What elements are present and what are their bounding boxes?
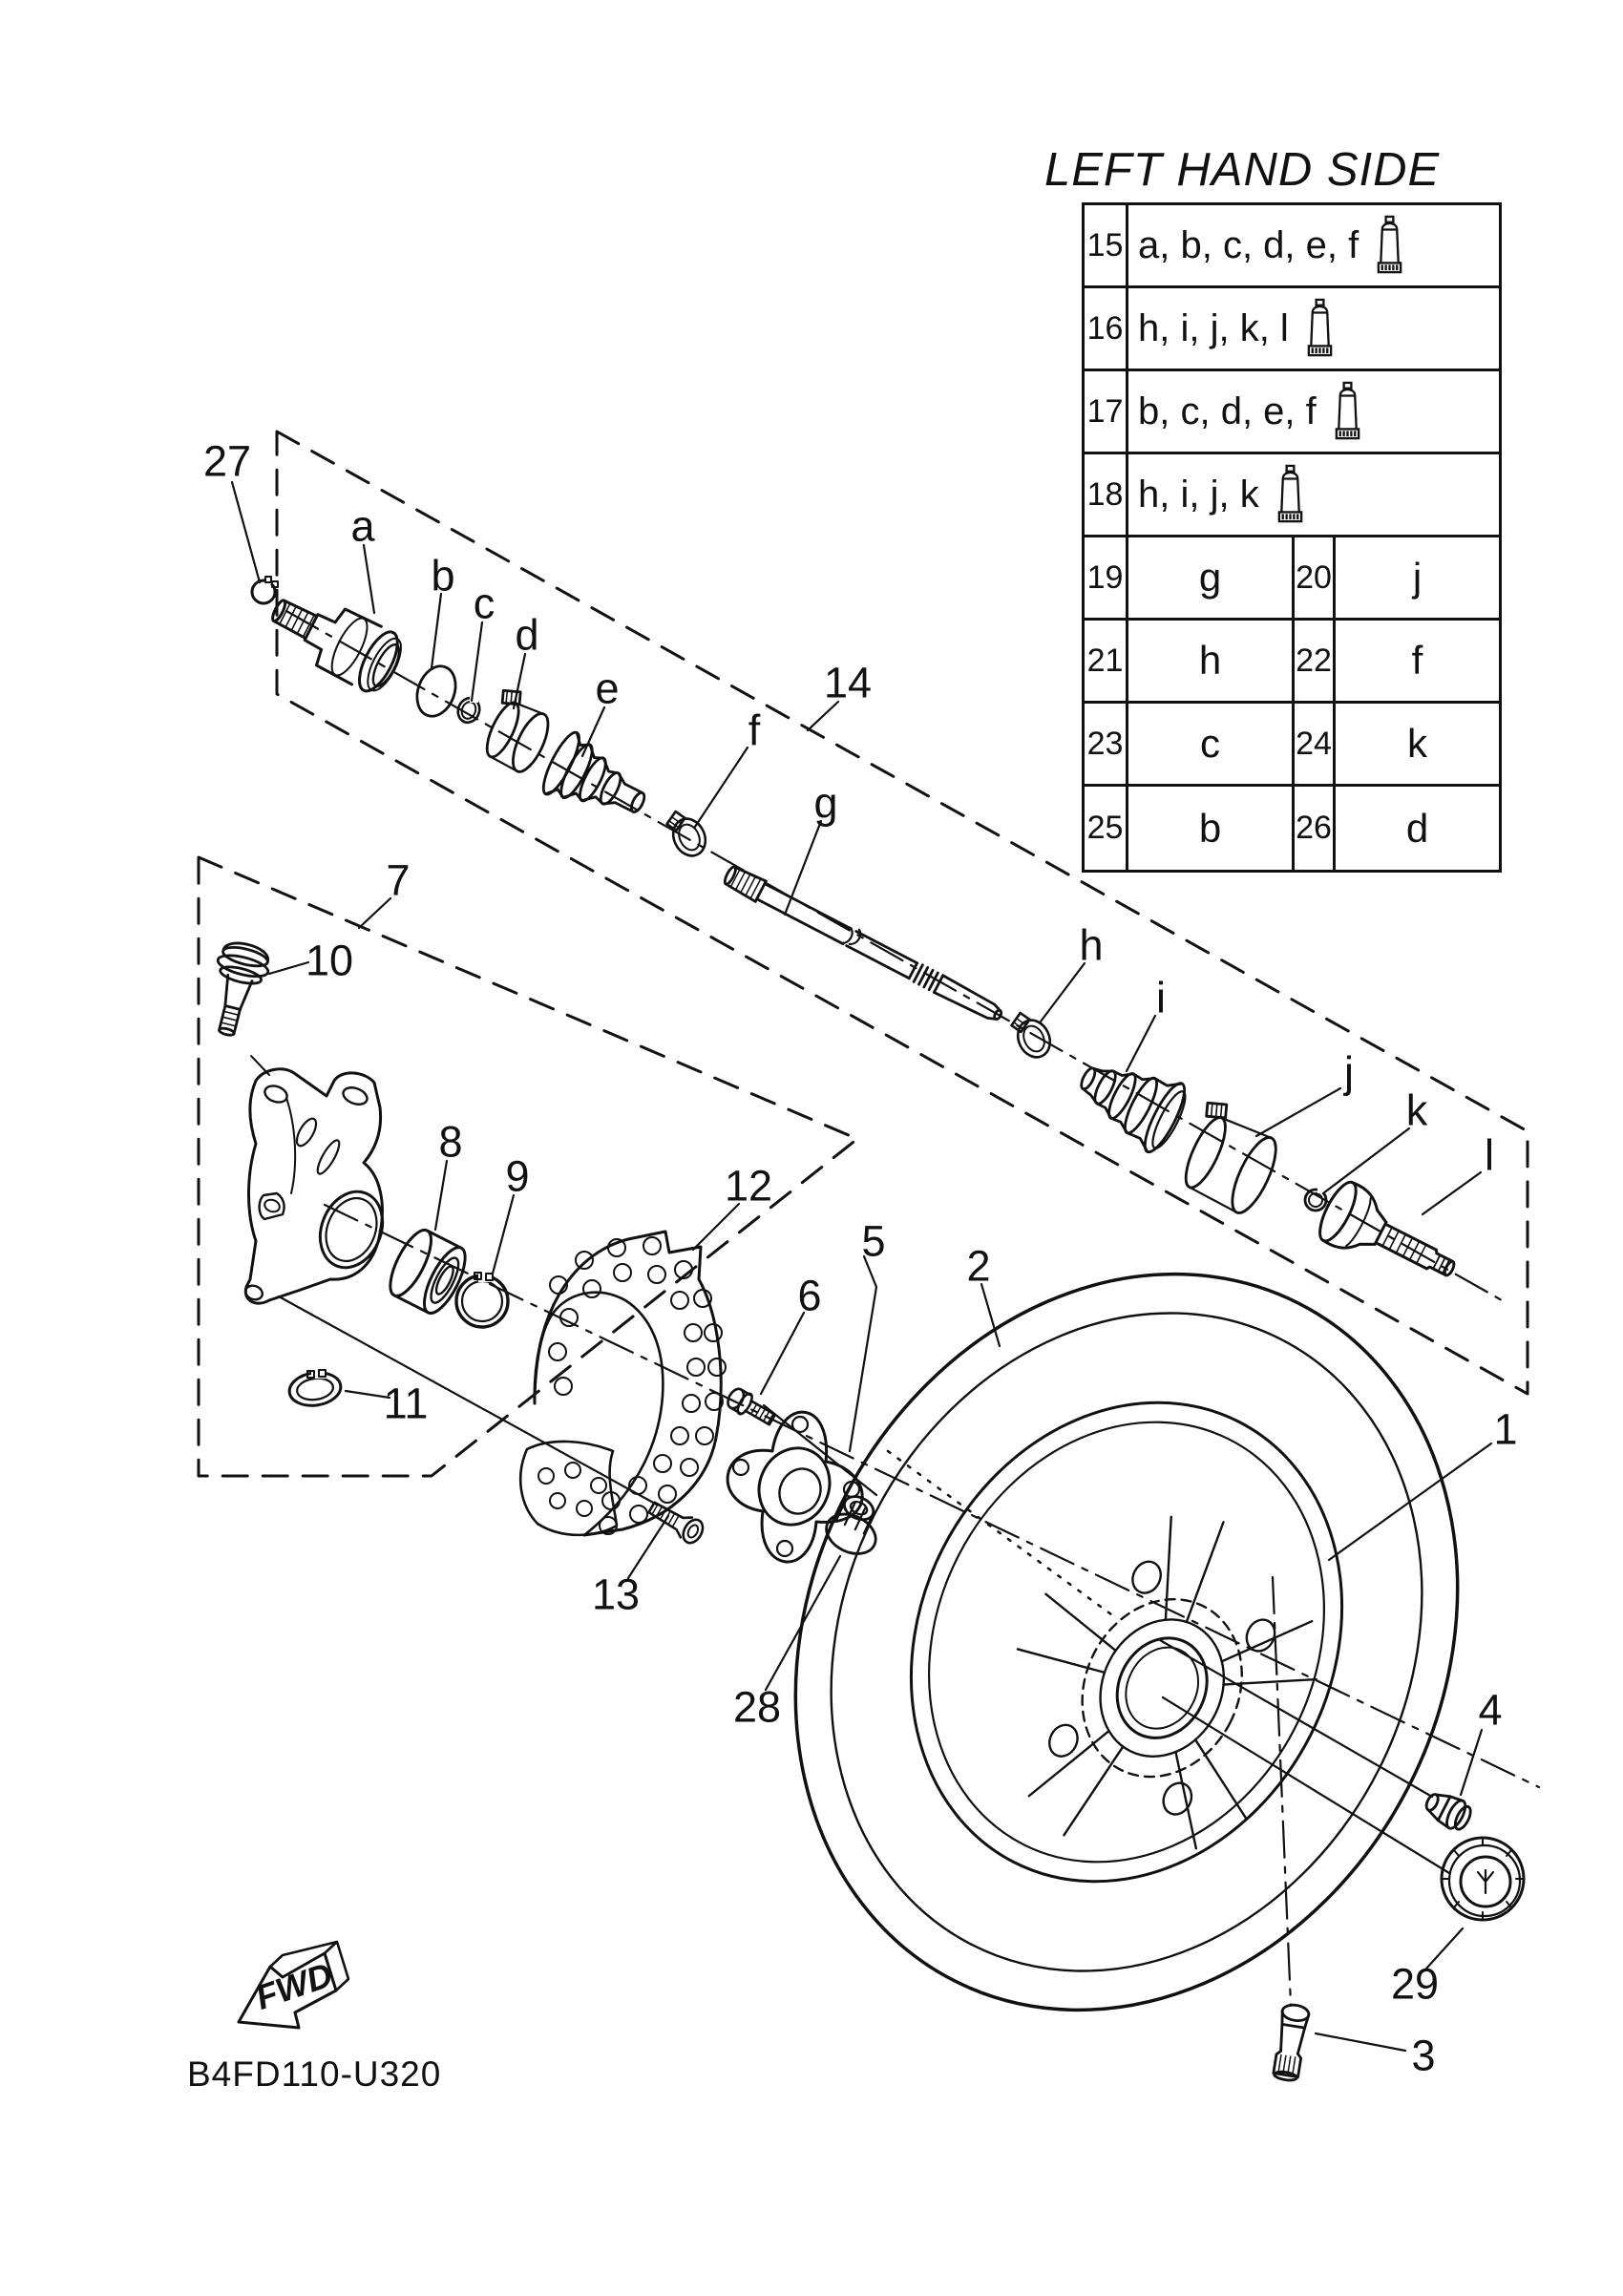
part-label-13: 13 (591, 1569, 641, 1619)
part-label-29: 29 (1390, 1959, 1440, 2009)
circlip-11 (287, 1369, 343, 1409)
part-label-27: 27 (202, 436, 252, 486)
ref-letter-cell: h (1198, 638, 1222, 683)
hub-insert-dotted-line (888, 1451, 1115, 1617)
ref-letter-cell: k (1407, 721, 1427, 766)
part-labels (203, 437, 1518, 2080)
seal-cap-b (411, 661, 462, 722)
page-title: LEFT HAND SIDE (1044, 144, 1441, 196)
part-label-c: c (473, 579, 495, 628)
part-number-cell: 22 (1292, 621, 1336, 701)
ref-letters: h, i, j, k (1138, 473, 1259, 516)
part-number-cell: 18 (1085, 454, 1128, 535)
part-number-cell: 26 (1292, 787, 1336, 870)
part-label-6: 6 (797, 1271, 822, 1320)
part-label-a: a (350, 501, 375, 551)
part-label-8: 8 (438, 1117, 463, 1167)
part-number-cell: 21 (1085, 621, 1128, 701)
cv-boot-i (1066, 1043, 1193, 1158)
part-label-10: 10 (305, 936, 354, 985)
lug-nut-4 (1421, 1786, 1474, 1834)
part-label-7: 7 (386, 855, 411, 905)
boot-band-j (1170, 1097, 1289, 1218)
ref-letter-cell: j (1412, 555, 1423, 600)
part-number-cell: 15 (1085, 205, 1128, 285)
ball-joint-10 (200, 938, 273, 1041)
part-label-1: 1 (1493, 1404, 1518, 1454)
outer-cv-joint-l (1313, 1177, 1467, 1299)
part-number-cell: 25 (1085, 787, 1128, 870)
ref-letters: a, b, c, d, e, f (1138, 223, 1360, 266)
brake-disc-guard-12 (520, 1232, 726, 1535)
ref-letter-cell: f (1411, 638, 1423, 683)
boot-clamp-h (1011, 1013, 1055, 1063)
part-number-cell: 24 (1292, 704, 1336, 784)
part-label-e: e (595, 664, 620, 713)
boot-clamp-f (666, 811, 710, 861)
part-label-d: d (515, 610, 539, 660)
yamaha-logo (1478, 1870, 1493, 1893)
circlip-9 (456, 1271, 508, 1327)
part-label-l: l (1485, 1130, 1494, 1180)
fwd-label: FWD (250, 1954, 338, 2017)
center-cap-29 (1442, 1838, 1524, 1920)
bolt-6 (725, 1385, 778, 1429)
part-label-i: i (1156, 973, 1166, 1022)
part-number-cell: 17 (1085, 371, 1128, 452)
ref-letter-cell: c (1200, 721, 1220, 766)
ref-letter-cell: g (1198, 555, 1222, 600)
ref-letters: h, i, j, k, l (1138, 306, 1289, 349)
part-number-cell: 19 (1085, 537, 1128, 618)
part-label-2: 2 (966, 1241, 991, 1291)
cv-boot-e (537, 728, 658, 835)
part-label-12: 12 (724, 1161, 773, 1211)
part-label-5: 5 (861, 1216, 886, 1266)
axle-shaft-g (722, 864, 1005, 1026)
rim-lip (855, 1354, 1399, 1930)
part-number-cell: 16 (1085, 288, 1128, 369)
ref-letter-cell: d (1405, 805, 1429, 851)
fwd-arrow (239, 1942, 348, 2028)
tire-shoulder (721, 1211, 1533, 2073)
boot-band-d (474, 685, 559, 777)
inner-cv-joint-a (261, 580, 410, 699)
wheel-hub-5 (727, 1412, 862, 1562)
part-label-j: j (1344, 1047, 1354, 1097)
rim-bead (831, 1328, 1423, 1956)
part-label-k: k (1405, 1085, 1428, 1135)
part-label-g: g (813, 778, 838, 828)
part-label-4: 4 (1478, 1685, 1503, 1735)
leader-lines (232, 482, 1491, 2051)
circlip-27 (252, 577, 278, 603)
drawing-code-label: B4FD110-U320 (187, 2054, 442, 2094)
part-label-h: h (1079, 920, 1104, 970)
part-label-3: 3 (1411, 2031, 1436, 2080)
ref-letters: b, c, d, e, f (1138, 390, 1317, 432)
valve-stem-3 (1272, 2003, 1310, 2081)
part-label-b: b (431, 551, 455, 600)
part-label-9: 9 (505, 1151, 530, 1201)
circlip-c (454, 695, 483, 726)
part-label-f: f (748, 706, 761, 755)
part-number-cell: 23 (1085, 704, 1128, 784)
part-label-28: 28 (732, 1682, 782, 1732)
steering-knuckle (243, 1069, 393, 1303)
part-label-11: 11 (383, 1379, 429, 1428)
part-number-cell: 20 (1292, 537, 1336, 618)
ref-letter-cell: b (1198, 805, 1222, 851)
part-label-14: 14 (823, 658, 873, 707)
